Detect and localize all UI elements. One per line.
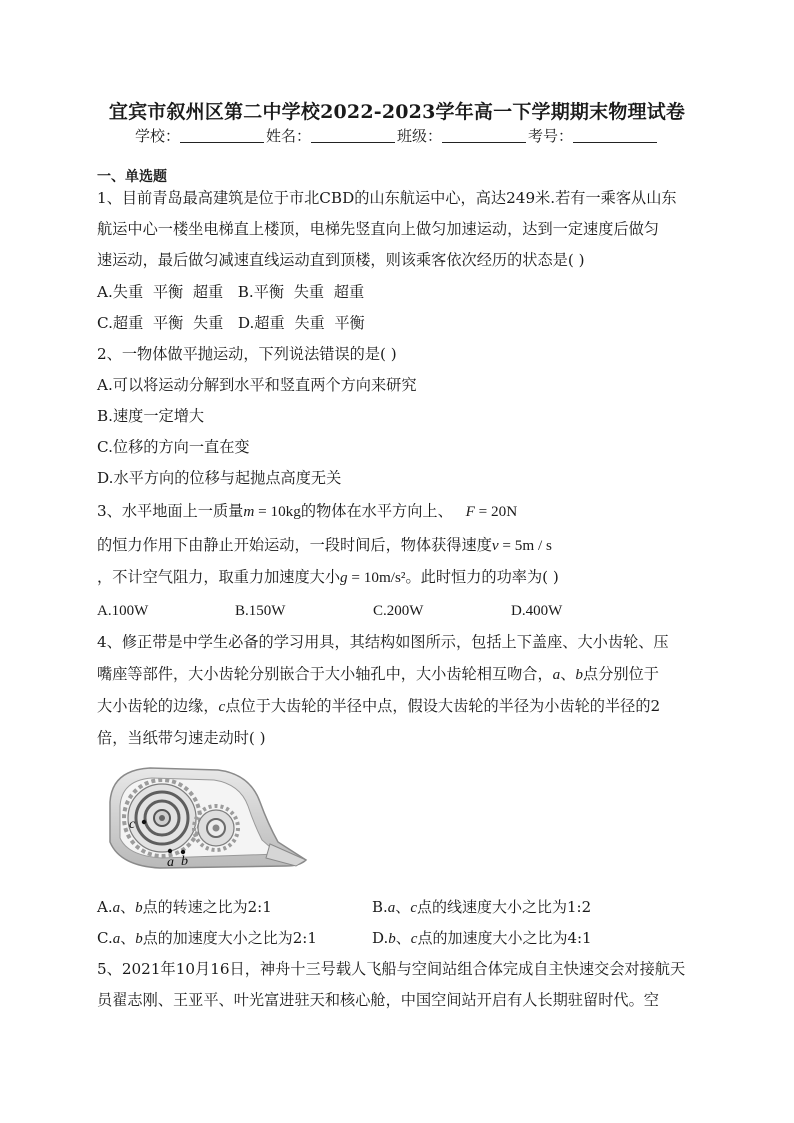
q1-options-cd: C.超重 平衡 失重 D.超重 失重 平衡 <box>97 314 365 332</box>
name-label: 姓名： <box>265 127 311 145</box>
q4-line-2-end: 点分别位于 <box>583 665 659 683</box>
point-a-marker <box>168 849 172 853</box>
q1-line-2: 航运中心一楼坐电梯直上楼顶，电梯先竖直向上做匀加速运动，达到一定速度后做匀 <box>97 220 659 238</box>
q3-mass-variable: m <box>243 503 255 520</box>
q4-option-b-text: 点的线速度大小之比为1:2 <box>416 898 592 916</box>
q3-gravity-value: = 10m/s² <box>347 569 406 586</box>
correction-tape-illustration <box>100 762 312 874</box>
q3-option-d: D.400W <box>511 603 563 619</box>
exam-number-blank <box>573 128 657 143</box>
q4-point-c: c <box>218 698 226 715</box>
q3-text-1a: 3、水平地面上一质量 <box>97 502 244 520</box>
q4-option-c-sep: 、 <box>120 929 136 947</box>
q3-text-2a: 的恒力作用下由静止开始运动，一段时间后，物体获得速度 <box>97 536 492 554</box>
q3-line-2 <box>97 535 552 556</box>
q4-line-3 <box>97 696 660 717</box>
q3-force-value: = 20N <box>474 503 518 520</box>
q5-line-2: 员翟志刚、王亚平、叶光富进驻天和核心舱，中国空间站开启有人长期驻留时代。空 <box>97 991 659 1009</box>
point-c-marker <box>142 820 146 824</box>
class-blank <box>442 128 526 143</box>
large-gear-axle <box>159 815 165 821</box>
q4-line-3-pre: 大小齿轮的边缘， <box>97 697 219 715</box>
q4-line-2 <box>97 664 659 685</box>
q4-option-d-prefix: D. <box>372 929 389 947</box>
q4-option-d-text: 点的加速度大小之比为4:1 <box>417 929 592 947</box>
q3-velocity-value: = 5m / s <box>498 537 552 554</box>
q4-option-d <box>372 928 592 949</box>
q4-option-d-var1: b <box>388 931 396 947</box>
q3-velocity-variable: v <box>491 537 499 554</box>
q2-option-d: D.水平方向的位移与起抛点高度无关 <box>97 469 342 487</box>
q1-line-3: 速运动，最后做匀减速直线运动直到顶楼，则该乘客依次经历的状态是( ) <box>97 251 585 269</box>
page-title: 宜宾市叙州区第二中学校2022-2023学年高一下学期期末物理试卷 <box>108 101 686 123</box>
q2-option-b: B.速度一定增大 <box>97 407 205 425</box>
q3-text-3a: ，不计空气阻力，取重力加速度大小 <box>97 568 340 586</box>
q3-line-3 <box>97 567 559 588</box>
q4-line-2-sep: 、 <box>560 665 576 683</box>
q4-option-b-var2: c <box>410 900 417 916</box>
q3-option-a: A.100W <box>97 603 149 619</box>
q3-option-b: B.150W <box>235 603 286 619</box>
q4-option-c-var2: b <box>135 931 143 947</box>
q4-option-b <box>372 897 591 918</box>
q4-option-a-sep: 、 <box>120 898 136 916</box>
school-blank <box>180 128 264 143</box>
q3-mass-value: = 10kg <box>254 503 301 520</box>
q4-line-3-post: 点位于大齿轮的半径中点，假设大齿轮的半径为小齿轮的半径的2 <box>225 697 661 715</box>
q4-option-c-var1: a <box>112 931 121 947</box>
q4-option-a <box>97 897 272 918</box>
name-blank <box>311 128 395 143</box>
correction-tape-figure <box>100 762 312 874</box>
q2-option-c: C.位移的方向一直在变 <box>97 438 250 456</box>
student-info-line <box>0 125 794 146</box>
q4-option-a-var2: b <box>135 900 143 916</box>
q4-option-d-sep: 、 <box>395 929 411 947</box>
class-label: 班级： <box>397 127 443 145</box>
q4-point-b: b <box>575 666 583 683</box>
figure-label-b: b <box>181 854 188 869</box>
q1-options-ab: A.失重 平衡 超重 B.平衡 失重 超重 <box>97 283 365 301</box>
q4-line-2-text: 嘴座等部件，大小齿轮分别嵌合于大小轴孔中，大小齿轮相互吻合， <box>97 665 553 683</box>
q4-line-1: 4、修正带是中学生必备的学习用具，其结构如图所示，包括上下盖座、大小齿轮、压 <box>97 633 669 651</box>
q4-option-b-sep: 、 <box>395 898 411 916</box>
q2-stem: 2、一物体做平抛运动，下列说法错误的是( ) <box>97 345 397 363</box>
q4-option-c <box>97 928 317 949</box>
q4-point-a: a <box>552 666 561 683</box>
q3-gravity-variable: g <box>340 569 348 586</box>
q4-option-b-prefix: B. <box>372 898 388 916</box>
q4-option-d-var2: c <box>410 931 418 947</box>
q5-line-1: 5、2021年10月16日，神舟十三号载人飞船与空间站组合体完成自主快速交会对接航天 <box>97 960 686 978</box>
q3-option-c: C.200W <box>373 603 424 619</box>
q3-line-1 <box>97 501 517 522</box>
q4-option-c-prefix: C. <box>97 929 113 947</box>
q4-option-a-text: 点的转速之比为2:1 <box>142 898 272 916</box>
school-label: 学校： <box>134 127 180 145</box>
q4-line-4: 倍，当纸带匀速走动时( ) <box>97 729 266 747</box>
q4-option-a-var1: a <box>112 900 121 916</box>
exam-number-label: 考号： <box>528 127 574 145</box>
q4-option-a-prefix: A. <box>97 898 113 916</box>
q4-option-b-var1: a <box>387 900 396 916</box>
figure-label-c: c <box>129 817 136 832</box>
small-gear-axle <box>213 825 220 832</box>
q3-force-variable: F <box>465 503 475 520</box>
figure-label-a: a <box>167 855 174 870</box>
q1-line-1: 1、目前青岛最高建筑是位于市北CBD的山东航运中心，高达249米.若有一乘客从山东 <box>97 189 677 207</box>
q2-option-a: A.可以将运动分解到水平和竖直两个方向来研究 <box>97 376 417 394</box>
q3-text-3b: 。此时恒力的功率为( ) <box>405 568 559 586</box>
q3-text-1b: 的物体在水平方向上、 <box>300 502 453 520</box>
q4-option-c-text: 点的加速度大小之比为2:1 <box>142 929 317 947</box>
section-heading: 一、单选题 <box>97 169 167 185</box>
